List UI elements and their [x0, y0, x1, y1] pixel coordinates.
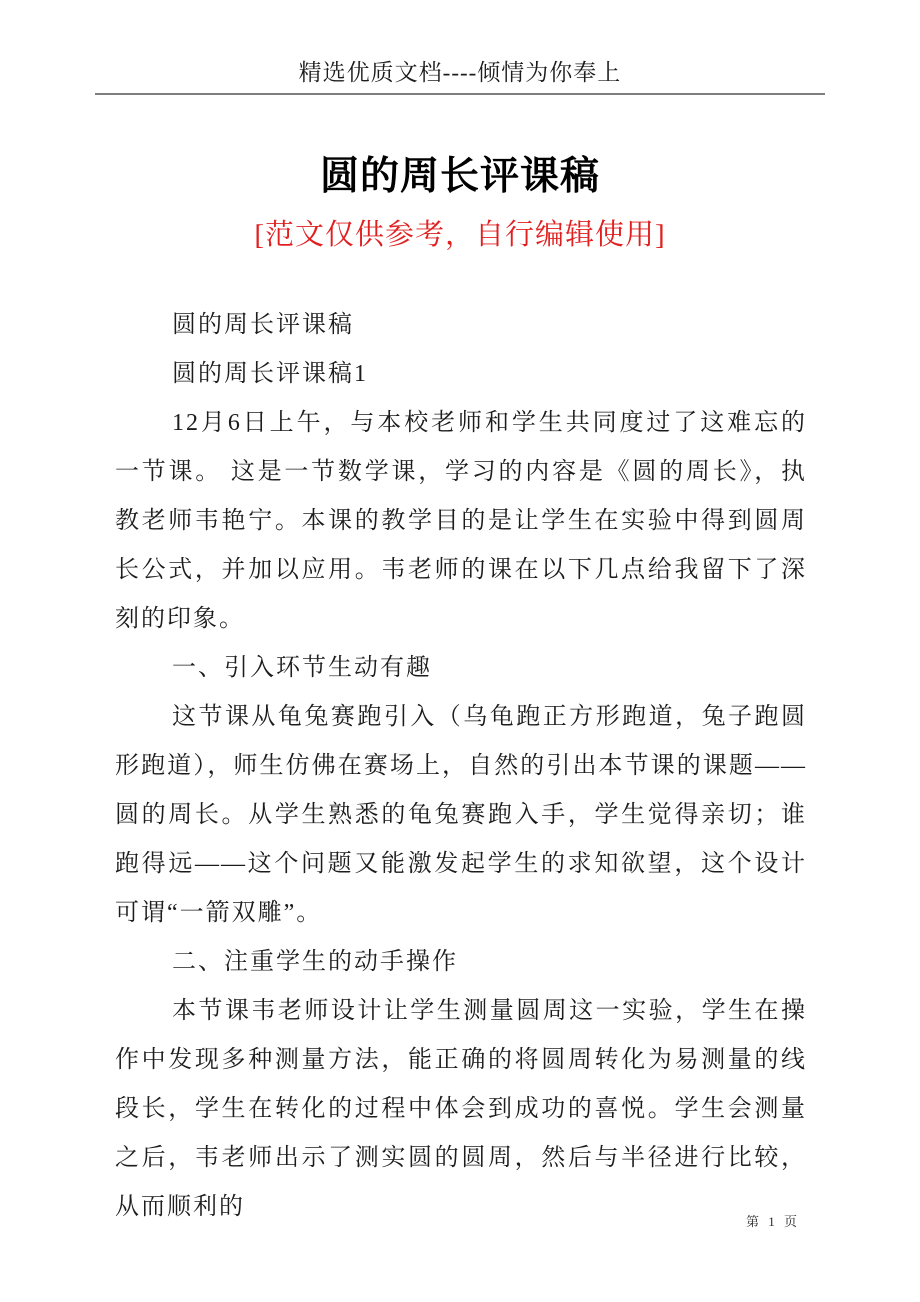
body-paragraph: 一、引入环节生动有趣: [172, 655, 432, 681]
document-body: [115, 301, 807, 1232]
document-subtitle: [范文仅供参考，自行编辑使用]: [254, 219, 666, 251]
document-header: 精选优质文档----倾情为你奉上: [95, 0, 825, 95]
body-paragraph: 这节课从龟兔赛跑引入（乌龟跑正方形跑道，兔子跑圆形跑道），师生仿佛在赛场上，自然的引出本节课的课题——圆的周长。从学生熟悉的龟兔赛跑入手，学生觉得亲切；谁跑得远——这个问题又能激发起学生的求知欲望，这个设计可谓“一箭双雕”。: [115, 704, 807, 926]
body-paragraph: 本节课韦老师设计让学生测量圆周这一实验，学生在操作中发现多种测量方法，能正确的将圆周转化为易测量的线段长，学生在转化的过程中体会到成功的喜悦。学生会测量之后，韦老师出示了测实圆的圆周，然后与半径进行比较，从而顺利的: [115, 998, 807, 1220]
document-title: 圆的周长评课稿: [319, 155, 600, 198]
body-paragraph: 圆的周长评课稿: [172, 312, 354, 338]
page-number: 第 1 页: [745, 1214, 800, 1229]
body-paragraph: 圆的周长评课稿1: [172, 361, 368, 387]
body-paragraph: 二、注重学生的动手操作: [172, 949, 458, 975]
body-paragraph: 12月6日上午，与本校老师和学生共同度过了这难忘的一节课。 这是一节数学课，学习的内容是《圆的周长》，执教老师韦艳宁。本课的教学目的是让学生在实验中得到圆周长公式，并加以应用。韦老师的课在以下几点给我留下了深刻的印象。: [115, 410, 807, 632]
